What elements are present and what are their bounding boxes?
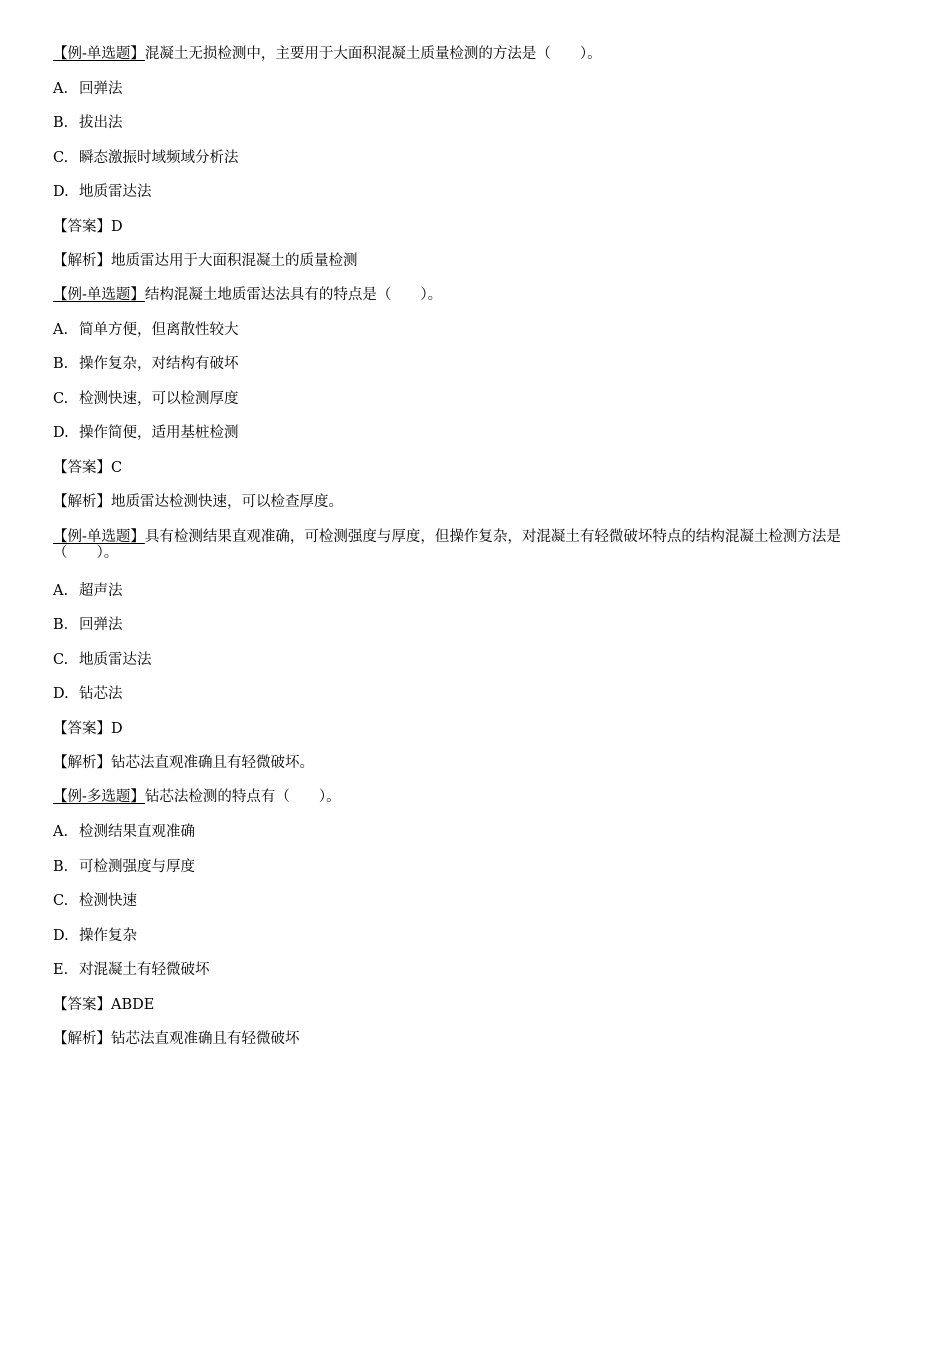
analysis-line [53, 252, 358, 270]
option-text: 回弹法 [79, 617, 123, 633]
answer-value: ABDE [111, 997, 155, 1013]
option-e [53, 961, 210, 979]
answer-label: 【答案】 [53, 219, 111, 235]
option-b [53, 858, 195, 876]
question-text: 具有检测结果直观准确，可检测强度与厚度，但操作复杂，对混凝土有轻微破坏特点的结构混凝土检测方法是（ ）。 [53, 529, 841, 561]
option-letter: C. [53, 893, 69, 909]
question-text: 结构混凝土地质雷达法具有的特点是（ ）。 [144, 287, 443, 303]
analysis-text: 钻芯法直观准确且有轻微破坏 [111, 1031, 300, 1047]
answer-label: 【答案】 [53, 460, 111, 476]
option-d [53, 424, 239, 442]
question-stem [53, 287, 893, 303]
analysis-text: 地质雷达检测快速，可以检查厚度。 [111, 494, 343, 510]
option-d [53, 685, 123, 703]
option-text: 可检测强度与厚度 [79, 859, 195, 875]
question-type-tag: 【例-单选题】 [53, 529, 145, 545]
option-d [53, 183, 152, 201]
option-b [53, 114, 123, 132]
analysis-text: 地质雷达用于大面积混凝土的质量检测 [111, 253, 358, 269]
option-c [53, 651, 152, 669]
option-letter: A. [53, 824, 69, 840]
answer-value: C [111, 460, 123, 476]
option-text: 操作简便，适用基桩检测 [79, 425, 239, 441]
option-letter: D. [53, 184, 69, 200]
option-text: 操作复杂，对结构有破坏 [79, 356, 239, 372]
option-text: 简单方便，但离散性较大 [79, 322, 239, 338]
option-text: 拔出法 [79, 115, 123, 131]
option-letter: C. [53, 652, 69, 668]
question-stem [53, 789, 893, 805]
option-b [53, 616, 123, 634]
option-text: 瞬态激振时域频域分析法 [79, 150, 239, 166]
answer-value: D [111, 721, 123, 737]
option-letter: D. [53, 686, 69, 702]
answer-line [53, 996, 154, 1014]
analysis-line [53, 754, 314, 772]
answer-value: D [111, 219, 123, 235]
answer-line [53, 720, 123, 738]
option-a [53, 823, 195, 841]
analysis-line [53, 493, 343, 511]
analysis-label: 【解析】 [53, 253, 111, 269]
option-letter: B. [53, 115, 69, 131]
option-letter: B. [53, 617, 69, 633]
option-c [53, 892, 137, 910]
option-letter: C. [53, 391, 69, 407]
option-c [53, 149, 239, 167]
option-text: 操作复杂 [79, 928, 137, 944]
option-text: 对混凝土有轻微破坏 [79, 962, 210, 978]
option-text: 地质雷达法 [79, 184, 152, 200]
option-a [53, 582, 123, 600]
option-text: 检测结果直观准确 [79, 824, 195, 840]
option-text: 回弹法 [79, 81, 123, 97]
option-c [53, 390, 239, 408]
option-letter: A. [53, 81, 69, 97]
question-type-tag: 【例-多选题】 [53, 789, 145, 805]
option-letter: B. [53, 356, 69, 372]
option-a [53, 80, 123, 98]
option-text: 检测快速 [79, 893, 137, 909]
option-letter: A. [53, 322, 69, 338]
option-letter: E. [53, 962, 69, 978]
question-stem [53, 46, 893, 62]
answer-line [53, 459, 122, 477]
option-text: 钻芯法 [79, 686, 123, 702]
question-text: 钻芯法检测的特点有（ ）。 [144, 789, 341, 805]
question-stem [53, 529, 893, 561]
question-type-tag: 【例-单选题】 [53, 46, 145, 62]
option-a [53, 321, 239, 339]
option-letter: C. [53, 150, 69, 166]
option-letter: D. [53, 425, 69, 441]
analysis-line [53, 1030, 300, 1048]
question-type-tag: 【例-单选题】 [53, 287, 145, 303]
analysis-label: 【解析】 [53, 1031, 111, 1047]
option-b [53, 355, 239, 373]
option-d [53, 927, 137, 945]
option-letter: D. [53, 928, 69, 944]
answer-label: 【答案】 [53, 721, 111, 737]
question-text: 混凝土无损检测中，主要用于大面积混凝土质量检测的方法是（ ）。 [144, 46, 602, 62]
answer-label: 【答案】 [53, 997, 111, 1013]
option-text: 检测快速，可以检测厚度 [79, 391, 239, 407]
option-text: 地质雷达法 [79, 652, 152, 668]
option-letter: A. [53, 583, 69, 599]
option-text: 超声法 [79, 583, 123, 599]
answer-line [53, 218, 123, 236]
analysis-text: 钻芯法直观准确且有轻微破坏。 [111, 755, 314, 771]
analysis-label: 【解析】 [53, 494, 111, 510]
option-letter: B. [53, 859, 69, 875]
analysis-label: 【解析】 [53, 755, 111, 771]
